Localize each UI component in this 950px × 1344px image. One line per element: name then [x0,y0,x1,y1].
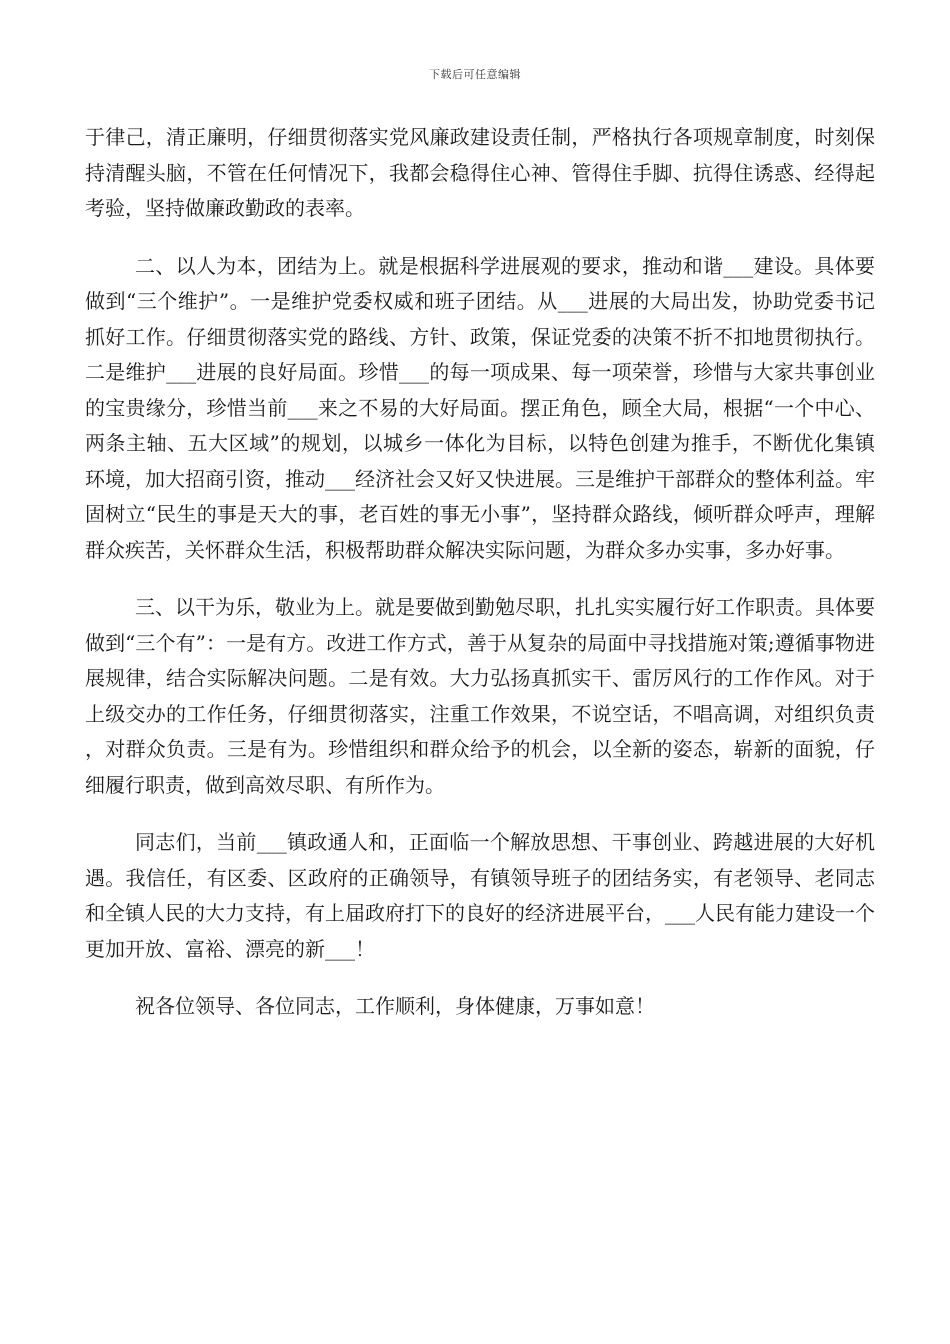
paragraph-section-three: 三、以干为乐，敬业为上。就是要做到勤勉尽职，扎扎实实履行好工作职责。具体要做到“三个有”：一是有方。改进工作方式，善于从复杂的局面中寻找措施对策;遵循事物进展规律，结合实际解决问题。二是有效。大力弘扬真抓实干、雷厉风行的工作作风。对于上级交办的工作任务，仔细贯彻落实，注重工作效果，不说空话，不唱高调，对组织负责，对群众负责。三是有为。珍惜组织和群众给予的机会，以全新的姿态，崭新的面貌，仔细履行职责，做到高效尽职、有所作为。 [85,595,875,797]
paragraph-closing-wishes: 祝各位领导、各位同志，工作顺利，身体健康，万事如意！ [135,994,655,1018]
document-body [85,120,875,1025]
paragraph-section-two: 二、以人为本，团结为上。就是根据科学进展观的要求，推动和谐___建设。具体要做到“三个维护”。一是维护党委权威和班子团结。从___进展的大局出发，协助党委书记抓好工作。仔细贯彻落实党的路线、方针、政策，保证党委的决策不折不扣地贯彻执行。二是维护___进展的良好局面。珍惜___的每一项成果、每一项荣誉，珍惜与大家共事创业的宝贵缘分，珍惜当前___来之不易的大好局面。摆正角色，顾全大局，根据“一个中心、两条主轴、五大区域”的规划，以城乡一体化为目标，以特色创建为推手，不断优化集镇环境，加大招商引资，推动___经济社会又好又快进展。三是维护干部群众的整体利益。牢固树立“民生的事是天大的事，老百姓的事无小事”，坚持群众路线，倾听群众呼声，理解群众疾苦，关怀群众生活，积极帮助群众解决实际问题，为群众多办实事，多办好事。 [85,253,875,562]
paragraph-comrades: 同志们，当前___镇政通人和，正面临一个解放思想、干事创业、跨越进展的大好机遇。我信任，有区委、区政府的正确领导，有镇领导班子的团结务实，有老领导、老同志和全镇人民的大力支持，有上届政府打下的良好的经济进展平台，___人民有能力建设一个更加开放、富裕、漂亮的新___！ [85,830,875,961]
paragraph-continuation: 于律己，清正廉明，仔细贯彻落实党风廉政建设责任制，严格执行各项规章制度，时刻保持清醒头脑，不管在任何情况下，我都会稳得住心神、管得住手脚、抗得住诱惑、经得起考验，坚持做廉政勤政的表率。 [85,125,875,220]
page-header: 下载后可任意编辑 [429,68,521,81]
